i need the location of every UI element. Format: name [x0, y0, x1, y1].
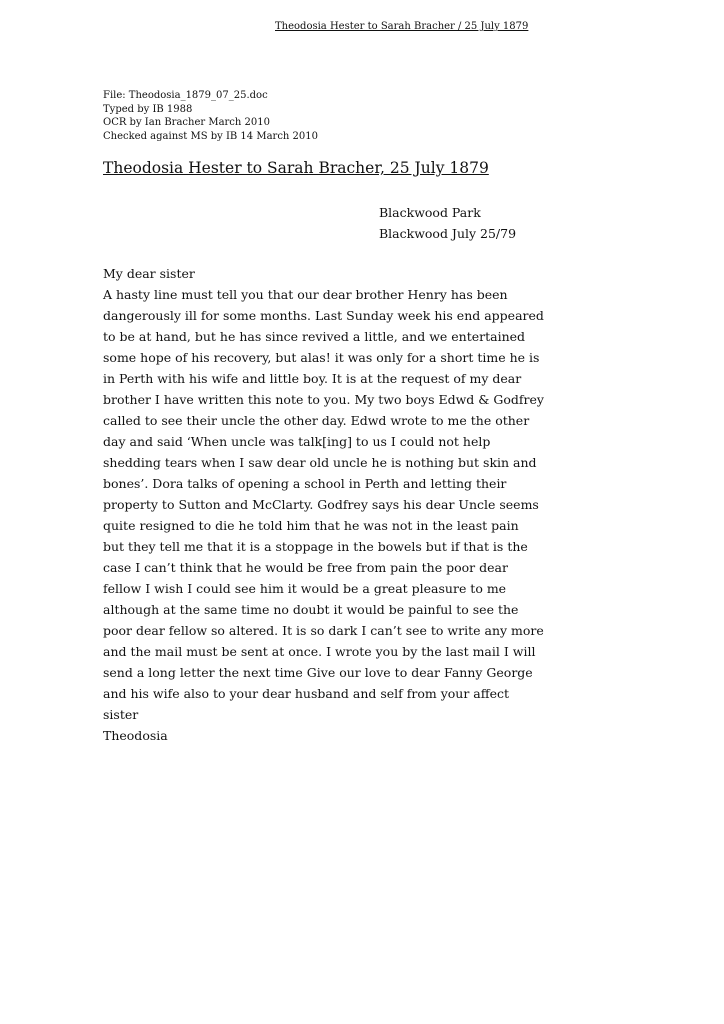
file-name: File: Theodosia_1879_07_25.doc: [103, 90, 268, 101]
letter-line: shedding tears when I saw dear old uncle he is nothing but skin and: [103, 455, 537, 470]
typed-by: Typed by IB 1988: [103, 103, 193, 115]
file-metadata: [103, 89, 318, 143]
letter-body: [103, 263, 544, 746]
letter-line: to be at hand, but he has since revived a little, and we entertained: [103, 329, 526, 344]
letter-line: called to see their uncle the other day. Edwd wrote to me the other: [103, 413, 530, 428]
letter-line: quite resigned to die he told him that he was not in the least pain: [103, 518, 519, 533]
document-title: Theodosia Hester to Sarah Bracher, 25 July 1879: [103, 159, 489, 177]
letter-line: send a long letter the next time Give our love to dear Fanny George: [103, 665, 533, 680]
letter-line: dangerously ill for some months. Last Sunday week his end appeared: [103, 308, 544, 323]
letter-line: some hope of his recovery, but alas! it was only for a short time he is: [103, 350, 540, 365]
letter-line: sister: [103, 707, 139, 722]
letter-line: My dear sister: [103, 266, 195, 281]
letter-line: brother I have written this note to you. My two boys Edwd & Godfrey: [103, 392, 544, 407]
checked-by: Checked against MS by IB 14 March 2010: [103, 130, 318, 142]
letter-line: fellow I wish I could see him it would be a great pleasure to me: [103, 581, 507, 596]
letter-line: property to Sutton and McClarty. Godfrey says his dear Uncle seems: [103, 497, 539, 512]
letter-line: and his wife also to your dear husband and self from your affect: [103, 686, 510, 701]
letter-line: but they tell me that it is a stoppage in the bowels but if that is the: [103, 539, 528, 554]
letter-line: poor dear fellow so altered. It is so dark I can’t see to write any more: [103, 623, 544, 638]
letter-line: bones’. Dora talks of opening a school in Perth and letting their: [103, 476, 507, 491]
address-date: Blackwood July 25/79: [379, 226, 517, 241]
letter-line: in Perth with his wife and little boy. It is at the request of my dear: [103, 371, 522, 386]
running-header: Theodosia Hester to Sarah Bracher / 25 July 1879: [275, 21, 529, 32]
letter-line: and the mail must be sent at once. I wrote you by the last mail I will: [103, 644, 536, 659]
letter-line: Theodosia: [103, 728, 168, 743]
letter-line: although at the same time no doubt it would be painful to see the: [103, 602, 519, 617]
ocr-by: OCR by Ian Bracher March 2010: [103, 117, 270, 128]
address-place: Blackwood Park: [379, 205, 481, 220]
letter-address: [379, 202, 516, 244]
letter-line: day and said ‘When uncle was talk[ing] to us I could not help: [103, 434, 491, 449]
letter-line: case I can’t think that he would be free from pain the poor dear: [103, 560, 508, 575]
letter-line: A hasty line must tell you that our dear brother Henry has been: [103, 287, 508, 302]
